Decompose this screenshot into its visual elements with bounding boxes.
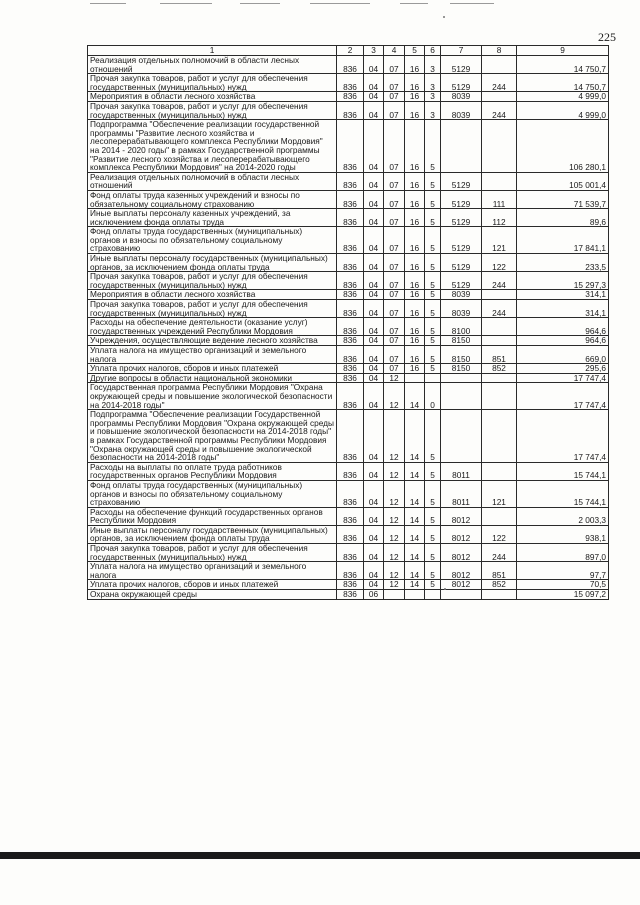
code-cell-c7: 5129 [441,74,482,92]
code-cell-c4: 12 [384,383,405,410]
code-cell-c4 [384,590,405,600]
code-cell-c7: 5129 [441,272,482,290]
code-cell-c6: 5 [425,462,441,480]
code-cell-c2: 836 [337,56,364,74]
code-cell-c7: 5129 [441,172,482,190]
table-row [88,562,609,580]
amount-cell: 70,5 [517,580,609,590]
code-cell-c8 [482,336,517,346]
code-cell-c7: 8150 [441,336,482,346]
code-cell-c6: 5 [425,544,441,562]
amount-cell: 105 001,4 [517,172,609,190]
code-cell-c2: 836 [337,336,364,346]
item-name-cell: Иные выплаты персоналу казенных учреждений, за исключением фонда оплаты труда [88,209,337,227]
code-cell-c3: 04 [364,383,384,410]
header-cell: 3 [364,46,384,56]
header-cell: 8 [482,46,517,56]
code-cell-c4: 07 [384,227,405,254]
item-name-cell: Подпрограмма "Обеспечение реализации государственной программы "Развитие лесного хозяйства и лесоперерабатывающего комплекса Республики Мордовия" на 2014 - 2020 годы" в рамках Государственной программы "Развитие лесного хозяйства и лесоперерабатывающего комплекса Республики Мордовия" на 2014-2020 годы [88,120,337,173]
scan-speck [444,588,446,590]
item-name-cell: Иные выплаты персоналу государственных (муниципальных) органов, за исключением фонда оплаты труда [88,254,337,272]
code-cell-c3: 04 [364,373,384,383]
code-cell-c3: 04 [364,525,384,543]
code-cell-c7: 8012 [441,562,482,580]
page-number: 225 [598,30,616,44]
item-name-cell: Охрана окружающей среды [88,590,337,600]
code-cell-c2: 836 [337,254,364,272]
code-cell-c5: 16 [405,74,425,92]
code-cell-c7 [441,383,482,410]
code-cell-c2: 836 [337,507,364,525]
code-cell-c8 [482,410,517,463]
code-cell-c6: 5 [425,190,441,208]
scan-header-marks [90,0,510,8]
code-cell-c7: 5129 [441,190,482,208]
item-name-cell: Расходы на выплаты по оплате труда работников государственных органов Республики Мордовия [88,462,337,480]
code-cell-c2: 836 [337,383,364,410]
table-row [88,190,609,208]
table-row [88,120,609,173]
code-cell-c3: 04 [364,92,384,102]
header-row [88,46,609,56]
code-cell-c2: 836 [337,480,364,507]
code-cell-c8 [482,507,517,525]
code-cell-c6: 5 [425,209,441,227]
code-cell-c2: 836 [337,590,364,600]
item-name-cell: Подпрограмма "Обеспечение реализации Государственной программы Республики Мордовия "Охрана окружающей среды и повышение экологической безопасности на 2014-2018 годы" в рамках Государственной программы Республики Мордовия "Охрана окружающей среды и повышение экологической безопасности на 2014-2018 годы" [88,410,337,463]
code-cell-c5 [405,373,425,383]
code-cell-c6: 3 [425,92,441,102]
amount-cell: 97,7 [517,562,609,580]
code-cell-c8: 852 [482,364,517,374]
budget-table [87,45,609,600]
code-cell-c8 [482,462,517,480]
code-cell-c7: 5129 [441,56,482,74]
amount-cell: 964,6 [517,318,609,336]
item-name-cell: Фонд оплаты труда государственных (муниципальных) органов и взносы по обязательному социальному страхованию [88,227,337,254]
code-cell-c8: 122 [482,254,517,272]
code-cell-c2: 836 [337,172,364,190]
code-cell-c7: 8011 [441,462,482,480]
item-name-cell: Уплата налога на имущество организаций и земельного налога [88,346,337,364]
table-row [88,590,609,600]
code-cell-c3: 04 [364,300,384,318]
code-cell-c7: 8011 [441,480,482,507]
code-cell-c8 [482,290,517,300]
code-cell-c3: 04 [364,209,384,227]
code-cell-c6: 5 [425,346,441,364]
amount-cell: 938,1 [517,525,609,543]
code-cell-c5: 16 [405,56,425,74]
table-row [88,101,609,119]
code-cell-c5: 16 [405,300,425,318]
amount-cell: 314,1 [517,300,609,318]
code-cell-c4: 07 [384,172,405,190]
code-cell-c6: 5 [425,480,441,507]
amount-cell: 233,5 [517,254,609,272]
code-cell-c4: 12 [384,544,405,562]
code-cell-c7: 8012 [441,580,482,590]
item-name-cell: Прочая закупка товаров, работ и услуг для обеспечения государственных (муниципальных) нужд [88,272,337,290]
code-cell-c2: 836 [337,120,364,173]
code-cell-c2: 836 [337,562,364,580]
code-cell-c5: 14 [405,383,425,410]
code-cell-c5: 16 [405,120,425,173]
code-cell-c6: 0 [425,383,441,410]
code-cell-c4: 07 [384,120,405,173]
table-row [88,318,609,336]
code-cell-c3: 04 [364,318,384,336]
header-cell: 4 [384,46,405,56]
code-cell-c4: 07 [384,56,405,74]
code-cell-c2: 836 [337,272,364,290]
table-row [88,346,609,364]
code-cell-c4: 07 [384,364,405,374]
item-name-cell: Реализация отдельных полномочий в области лесных отношений [88,172,337,190]
code-cell-c2: 836 [337,525,364,543]
code-cell-c2: 836 [337,227,364,254]
code-cell-c5: 16 [405,92,425,102]
table-row [88,462,609,480]
code-cell-c2: 836 [337,209,364,227]
code-cell-c5: 16 [405,227,425,254]
code-cell-c3: 04 [364,364,384,374]
code-cell-c4: 07 [384,209,405,227]
item-name-cell: Уплата налога на имущество организаций и земельного налога [88,562,337,580]
code-cell-c4: 07 [384,101,405,119]
code-cell-c2: 836 [337,373,364,383]
code-cell-c3: 04 [364,544,384,562]
code-cell-c7: 8039 [441,290,482,300]
code-cell-c5: 16 [405,172,425,190]
code-cell-c3: 04 [364,172,384,190]
table-row [88,507,609,525]
code-cell-c4: 07 [384,300,405,318]
code-cell-c4: 12 [384,562,405,580]
table-row [88,56,609,74]
code-cell-c6: 5 [425,336,441,346]
code-cell-c8 [482,318,517,336]
amount-cell: 17 747,4 [517,383,609,410]
amount-cell: 897,0 [517,544,609,562]
code-cell-c4: 07 [384,336,405,346]
code-cell-c7: 5129 [441,227,482,254]
table-row [88,227,609,254]
code-cell-c6: 5 [425,254,441,272]
code-cell-c8 [482,56,517,74]
code-cell-c6: 5 [425,120,441,173]
code-cell-c3: 04 [364,336,384,346]
table-body [88,56,609,600]
item-name-cell: Прочая закупка товаров, работ и услуг для обеспечения государственных (муниципальных) нужд [88,300,337,318]
code-cell-c6: 5 [425,507,441,525]
code-cell-c6: 5 [425,562,441,580]
amount-cell: 17 841,1 [517,227,609,254]
code-cell-c2: 836 [337,290,364,300]
code-cell-c5: 16 [405,101,425,119]
code-cell-c5: 16 [405,254,425,272]
code-cell-c7: 8012 [441,525,482,543]
code-cell-c6 [425,590,441,600]
header-cell: 7 [441,46,482,56]
code-cell-c2: 836 [337,190,364,208]
code-cell-c8: 851 [482,346,517,364]
code-cell-c3: 04 [364,101,384,119]
code-cell-c7: 8100 [441,318,482,336]
code-cell-c6: 5 [425,318,441,336]
code-cell-c8: 244 [482,544,517,562]
code-cell-c6 [425,373,441,383]
table-row [88,525,609,543]
item-name-cell: Прочая закупка товаров, работ и услуг для обеспечения государственных (муниципальных) нужд [88,74,337,92]
amount-cell: 295,6 [517,364,609,374]
code-cell-c4: 12 [384,507,405,525]
item-name-cell: Фонд оплаты труда казенных учреждений и взносы по обязательному социальному страхованию [88,190,337,208]
amount-cell: 4 999,0 [517,92,609,102]
code-cell-c8 [482,120,517,173]
code-cell-c4: 12 [384,410,405,463]
amount-cell: 15 097,2 [517,590,609,600]
header-cell: 2 [337,46,364,56]
code-cell-c5: 14 [405,480,425,507]
code-cell-c5: 16 [405,346,425,364]
code-cell-c8: 112 [482,209,517,227]
scan-speck [443,16,445,18]
code-cell-c8: 244 [482,300,517,318]
amount-cell: 15 297,3 [517,272,609,290]
code-cell-c4: 07 [384,254,405,272]
code-cell-c4: 07 [384,290,405,300]
code-cell-c3: 04 [364,120,384,173]
code-cell-c5: 16 [405,336,425,346]
item-name-cell: Уплата прочих налогов, сборов и иных платежей [88,364,337,374]
code-cell-c7 [441,590,482,600]
code-cell-c3: 04 [364,190,384,208]
code-cell-c4: 12 [384,373,405,383]
code-cell-c5: 16 [405,190,425,208]
code-cell-c4: 12 [384,480,405,507]
code-cell-c5: 16 [405,209,425,227]
table-row [88,364,609,374]
amount-cell: 15 744,1 [517,462,609,480]
code-cell-c5: 14 [405,462,425,480]
amount-cell: 964,6 [517,336,609,346]
code-cell-c3: 04 [364,462,384,480]
code-cell-c6: 3 [425,56,441,74]
code-cell-c7: 8039 [441,300,482,318]
code-cell-c7 [441,120,482,173]
code-cell-c2: 836 [337,410,364,463]
code-cell-c7: 8039 [441,101,482,119]
item-name-cell: Прочая закупка товаров, работ и услуг для обеспечения государственных (муниципальных) нужд [88,101,337,119]
code-cell-c3: 04 [364,410,384,463]
amount-cell: 14 750,7 [517,56,609,74]
amount-cell: 106 280,1 [517,120,609,173]
item-name-cell: Мероприятия в области лесного хозяйства [88,92,337,102]
code-cell-c8: 121 [482,227,517,254]
code-cell-c3: 04 [364,480,384,507]
header-cell: 9 [517,46,609,56]
code-cell-c2: 836 [337,300,364,318]
code-cell-c3: 04 [364,272,384,290]
code-cell-c4: 07 [384,190,405,208]
code-cell-c2: 836 [337,318,364,336]
code-cell-c2: 836 [337,364,364,374]
item-name-cell: Иные выплаты персоналу государственных (муниципальных) органов, за исключением фонда оплаты труда [88,525,337,543]
item-name-cell: Государственная программа Республики Мордовия "Охрана окружающей среды и повышение экологической безопасности на 2014-2018 годы" [88,383,337,410]
code-cell-c5: 16 [405,290,425,300]
table-row [88,74,609,92]
code-cell-c8: 852 [482,580,517,590]
code-cell-c3: 04 [364,562,384,580]
code-cell-c3: 06 [364,590,384,600]
amount-cell: 2 003,3 [517,507,609,525]
code-cell-c8: 244 [482,272,517,290]
code-cell-c4: 07 [384,346,405,364]
table-row [88,383,609,410]
code-cell-c6: 5 [425,525,441,543]
item-name-cell: Мероприятия в области лесного хозяйства [88,290,337,300]
code-cell-c3: 04 [364,580,384,590]
item-name-cell: Фонд оплаты труда государственных (муниципальных) органов и взносы по обязательному социальному страхованию [88,480,337,507]
code-cell-c8 [482,590,517,600]
code-cell-c7: 8150 [441,346,482,364]
code-cell-c8: 122 [482,525,517,543]
code-cell-c6: 5 [425,227,441,254]
amount-cell: 14 750,7 [517,74,609,92]
item-name-cell: Расходы на обеспечение деятельности (оказание услуг) государственных учреждений Республики Мордовия [88,318,337,336]
code-cell-c8 [482,172,517,190]
item-name-cell: Прочая закупка товаров, работ и услуг для обеспечения государственных (муниципальных) нужд [88,544,337,562]
code-cell-c7: 8012 [441,507,482,525]
amount-cell: 71 539,7 [517,190,609,208]
code-cell-c5: 14 [405,562,425,580]
code-cell-c8 [482,383,517,410]
code-cell-c6: 5 [425,410,441,463]
amount-cell: 17 747,4 [517,373,609,383]
code-cell-c4: 07 [384,272,405,290]
header-cell: 6 [425,46,441,56]
code-cell-c5: 14 [405,525,425,543]
code-cell-c2: 836 [337,462,364,480]
code-cell-c5: 16 [405,272,425,290]
item-name-cell: Уплата прочих налогов, сборов и иных платежей [88,580,337,590]
code-cell-c7 [441,410,482,463]
code-cell-c4: 12 [384,462,405,480]
amount-cell: 4 999,0 [517,101,609,119]
code-cell-c5: 14 [405,580,425,590]
amount-cell: 669,0 [517,346,609,364]
item-name-cell: Расходы на обеспечение функций государственных органов Республики Мордовия [88,507,337,525]
code-cell-c6: 5 [425,272,441,290]
table-row [88,172,609,190]
code-cell-c4: 12 [384,580,405,590]
code-cell-c3: 04 [364,227,384,254]
code-cell-c8: 851 [482,562,517,580]
code-cell-c5: 16 [405,318,425,336]
code-cell-c6: 5 [425,580,441,590]
code-cell-c4: 12 [384,525,405,543]
code-cell-c7: 8150 [441,364,482,374]
item-name-cell: Учреждения, осуществляющие ведение лесного хозяйства [88,336,337,346]
amount-cell: 15 744,1 [517,480,609,507]
code-cell-c3: 04 [364,56,384,74]
item-name-cell: Другие вопросы в области национальной экономики [88,373,337,383]
code-cell-c3: 04 [364,507,384,525]
code-cell-c6: 3 [425,101,441,119]
header-cell: 1 [88,46,337,56]
code-cell-c7: 5129 [441,209,482,227]
code-cell-c8 [482,373,517,383]
code-cell-c8: 111 [482,190,517,208]
code-cell-c2: 836 [337,74,364,92]
code-cell-c6: 3 [425,74,441,92]
code-cell-c7: 8012 [441,544,482,562]
code-cell-c5: 14 [405,507,425,525]
code-cell-c8 [482,92,517,102]
code-cell-c7 [441,373,482,383]
table-row [88,410,609,463]
code-cell-c3: 04 [364,290,384,300]
amount-cell: 89,6 [517,209,609,227]
scan-bottom-bar [0,852,640,859]
code-cell-c5 [405,590,425,600]
code-cell-c6: 5 [425,290,441,300]
code-cell-c7: 8039 [441,92,482,102]
code-cell-c6: 5 [425,172,441,190]
code-cell-c3: 04 [364,346,384,364]
code-cell-c8: 244 [482,74,517,92]
code-cell-c2: 836 [337,101,364,119]
code-cell-c5: 14 [405,410,425,463]
amount-cell: 314,1 [517,290,609,300]
table-row [88,209,609,227]
table-row [88,300,609,318]
code-cell-c8: 121 [482,480,517,507]
code-cell-c4: 07 [384,92,405,102]
code-cell-c6: 5 [425,364,441,374]
item-name-cell: Реализация отдельных полномочий в области лесных отношений [88,56,337,74]
code-cell-c2: 836 [337,580,364,590]
table-row [88,544,609,562]
code-cell-c8: 244 [482,101,517,119]
code-cell-c5: 16 [405,364,425,374]
code-cell-c5: 14 [405,544,425,562]
table-row [88,480,609,507]
amount-cell: 17 747,4 [517,410,609,463]
table-row [88,254,609,272]
header-cell: 5 [405,46,425,56]
code-cell-c3: 04 [364,74,384,92]
code-cell-c2: 836 [337,92,364,102]
code-cell-c4: 07 [384,318,405,336]
code-cell-c2: 836 [337,544,364,562]
code-cell-c4: 07 [384,74,405,92]
code-cell-c2: 836 [337,346,364,364]
code-cell-c7: 5129 [441,254,482,272]
table-row [88,272,609,290]
code-cell-c3: 04 [364,254,384,272]
code-cell-c6: 5 [425,300,441,318]
